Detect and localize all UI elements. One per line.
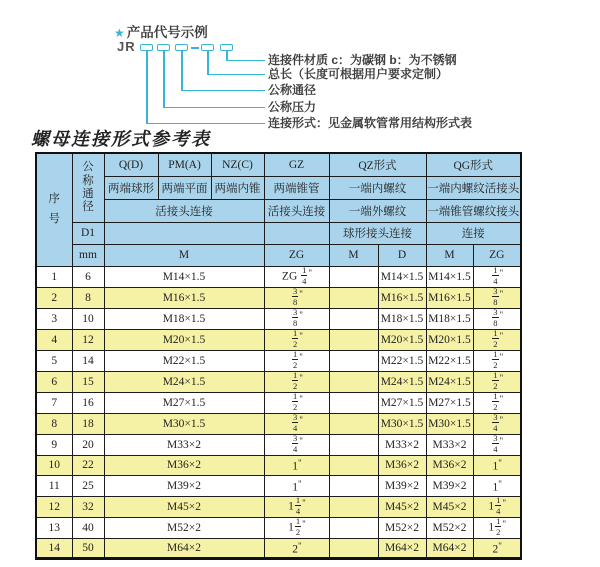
cell-mm: 10 — [72, 308, 104, 329]
cell-qz-d: M27×1.5 — [378, 392, 426, 413]
cell-qz-d: M20×1.5 — [378, 329, 426, 350]
cell-gz-zg: $\frac{1}{2}$ " — [264, 329, 329, 350]
table-row — [36, 517, 521, 538]
cell-qz-m — [329, 413, 378, 434]
cell-qz-d: M36×2 — [378, 455, 426, 476]
cell-m-thread: M30×1.5 — [104, 413, 264, 434]
cell-mm: 8 — [72, 287, 104, 308]
cell-m-thread: M52×2 — [104, 517, 264, 538]
table-row — [36, 308, 521, 329]
cell-qg-m: M16×1.5 — [426, 287, 473, 308]
fraction: $\frac{1}{2}$ — [493, 350, 498, 370]
fraction: $\frac{1}{4}$ — [295, 496, 301, 517]
cell-qg-zg: $\frac{1}{2}$ " — [473, 350, 521, 371]
header-gz-code: GZ — [264, 153, 329, 176]
table-row — [36, 455, 521, 476]
leader-hline-4 — [207, 74, 265, 76]
cell-m-thread: M33×2 — [104, 434, 264, 455]
code-dash — [191, 47, 199, 49]
header-union-conn-gz: 活接头连接 — [264, 199, 329, 222]
header-qg-row2: 一端内螺纹活接头 — [426, 176, 521, 199]
fraction: $\frac{1}{2}$ — [293, 329, 298, 349]
fraction: $\frac{3}{4}$ — [493, 413, 498, 433]
leader-vline-2 — [163, 51, 165, 108]
cell-qg-m: M33×2 — [426, 434, 473, 455]
header-union-conn-left: 活接头连接 — [104, 199, 264, 222]
code-box-5 — [220, 44, 233, 51]
cell-qz-m — [329, 371, 378, 392]
cell-qg-zg: 1 $\frac{1}{4}$ " — [473, 496, 521, 517]
header-empty-left — [104, 222, 264, 244]
header-pm-type: 两端平面 — [158, 176, 211, 199]
cell-qg-zg: 1 $\frac{1}{2}$ " — [473, 517, 521, 538]
table-row — [36, 371, 521, 392]
cell-serial: 13 — [36, 517, 72, 538]
cell-qg-zg: 1" — [473, 476, 521, 497]
table-row — [36, 496, 521, 517]
cell-qg-zg: $\frac{1}{2}$ " — [473, 392, 521, 413]
cell-qg-m: M24×1.5 — [426, 371, 473, 392]
cell-mm: 25 — [72, 476, 104, 497]
fraction: $\frac{3}{8}$ — [493, 308, 498, 328]
header-gz-type: 两端锥管 — [264, 176, 329, 199]
cell-mm: 32 — [72, 496, 104, 517]
cell-serial: 14 — [36, 538, 72, 559]
leader-vline-1 — [146, 51, 148, 124]
cell-qg-m: M20×1.5 — [426, 329, 473, 350]
cell-qg-m: M36×2 — [426, 455, 473, 476]
cell-serial: 9 — [36, 434, 72, 455]
fraction: $\frac{1}{2}$ — [496, 517, 501, 538]
cell-m-thread: M20×1.5 — [104, 329, 264, 350]
header-pm-code: PM(A) — [158, 153, 211, 176]
cell-qz-m — [329, 308, 378, 329]
cell-serial: 1 — [36, 266, 72, 287]
cell-m-thread: M14×1.5 — [104, 266, 264, 287]
table-row — [36, 392, 521, 413]
cell-qg-zg: $\frac{3}{4}$ " — [473, 434, 521, 455]
cell-m-thread: M36×2 — [104, 455, 264, 476]
cell-m-thread: M27×1.5 — [104, 392, 264, 413]
cell-qz-d: M39×2 — [378, 476, 426, 497]
cell-mm: 14 — [72, 350, 104, 371]
label-nominal-pressure: 公称压力 — [268, 100, 317, 114]
cell-gz-zg: $\frac{1}{2}$ " — [264, 371, 329, 392]
cell-qg-m: M30×1.5 — [426, 413, 473, 434]
cell-qg-m: M14×1.5 — [426, 266, 473, 287]
star-icon: ★ — [114, 26, 125, 40]
fraction: $\frac{1}{4}$ — [302, 266, 307, 286]
cell-gz-zg: $\frac{1}{2}$ " — [264, 392, 329, 413]
cell-gz-zg: $\frac{3}{4}$ " — [264, 434, 329, 455]
cell-qz-m — [329, 455, 378, 476]
table-row — [36, 287, 521, 308]
leader-vline-3 — [181, 51, 183, 91]
code-box-2 — [157, 44, 170, 51]
cell-m-thread: M45×2 — [104, 496, 264, 517]
cell-serial: 8 — [36, 413, 72, 434]
header-qg-row3: 一端锥管螺纹接头 — [426, 199, 521, 222]
header-qg-row4: 连接 — [426, 222, 521, 244]
fraction: $\frac{3}{8}$ — [293, 287, 298, 307]
cell-qg-m: M39×2 — [426, 476, 473, 497]
fraction: $\frac{1}{2}$ — [293, 371, 298, 391]
table-title: 螺母连接形式参考表 — [31, 129, 211, 150]
fraction: $\frac{1}{4}$ — [493, 266, 498, 286]
cell-mm: 50 — [72, 538, 104, 559]
cell-qz-d: M52×2 — [378, 517, 426, 538]
diagram-title — [114, 21, 208, 41]
cell-m-thread: M16×1.5 — [104, 287, 264, 308]
label-material: 连接件材质 c：为碳钢 b：为不锈钢 — [268, 53, 457, 67]
leader-hline-3 — [181, 90, 265, 92]
cell-qz-d: M30×1.5 — [378, 413, 426, 434]
header-empty-gz — [264, 222, 329, 244]
cell-qg-zg: 1" — [473, 455, 521, 476]
cell-qz-m — [329, 350, 378, 371]
cell-gz-zg: 1 $\frac{1}{2}$ " — [264, 517, 329, 538]
cell-qg-m: M45×2 — [426, 496, 473, 517]
cell-gz-zg: 2" — [264, 538, 329, 559]
cell-qz-m — [329, 266, 378, 287]
header-qz-sub-m: M — [329, 244, 378, 266]
header-qz-sub-d: D — [378, 244, 426, 266]
cell-qz-m — [329, 287, 378, 308]
cell-gz-zg: $\frac{3}{8}$ " — [264, 308, 329, 329]
leader-hline-5 — [226, 60, 265, 62]
cell-qg-zg: $\frac{3}{8}$ " — [473, 308, 521, 329]
cell-qg-zg: $\frac{1}{2}$ " — [473, 329, 521, 350]
header-qz-code: QZ形式 — [329, 153, 426, 176]
cell-serial: 7 — [36, 392, 72, 413]
fraction: $\frac{3}{4}$ — [293, 434, 298, 454]
cell-qg-zg: 2" — [473, 538, 521, 559]
cell-serial: 10 — [36, 455, 72, 476]
cell-serial: 4 — [36, 329, 72, 350]
leader-vline-4 — [207, 51, 209, 75]
fraction: $\frac{1}{2}$ — [295, 517, 301, 538]
fraction: $\frac{1}{2}$ — [293, 350, 298, 370]
cell-qz-m — [329, 476, 378, 497]
cell-mm: 20 — [72, 434, 104, 455]
cell-qz-m — [329, 538, 378, 559]
fraction: $\frac{1}{2}$ — [493, 371, 498, 391]
cell-m-thread: M24×1.5 — [104, 371, 264, 392]
fraction: $\frac{3}{8}$ — [493, 287, 498, 307]
cell-mm: 15 — [72, 371, 104, 392]
leader-hline-2 — [163, 107, 265, 109]
cell-serial: 12 — [36, 496, 72, 517]
header-m: M — [104, 244, 264, 266]
header-q-code: Q(D) — [104, 153, 158, 176]
code-box-4 — [201, 44, 214, 51]
table-row — [36, 538, 521, 559]
cell-qz-m — [329, 496, 378, 517]
cell-serial: 2 — [36, 287, 72, 308]
label-connection-form: 连接形式：见金属软管常用结构形式表 — [268, 116, 473, 130]
leader-hline-1 — [146, 123, 265, 125]
header-qg-sub-zg: ZG — [473, 244, 521, 266]
cell-serial: 5 — [36, 350, 72, 371]
cell-qg-m: M52×2 — [426, 517, 473, 538]
header-qz-row2: 一端内螺纹 — [329, 176, 426, 199]
cell-qg-m: M64×2 — [426, 538, 473, 559]
cell-qz-m — [329, 392, 378, 413]
fraction: $\frac{3}{4}$ — [493, 434, 498, 454]
cell-m-thread: M39×2 — [104, 476, 264, 497]
cell-qz-d: M45×2 — [378, 496, 426, 517]
header-qg-sub-m: M — [426, 244, 473, 266]
cell-mm: 40 — [72, 517, 104, 538]
nut-connection-table — [35, 152, 522, 560]
diagram-title-text: 产品代号示例 — [126, 25, 208, 40]
header-qz-row4: 球形接头连接 — [329, 222, 426, 244]
cell-mm: 18 — [72, 413, 104, 434]
fraction: $\frac{1}{4}$ — [496, 496, 501, 517]
header-nz-type: 两端内锥 — [211, 176, 264, 199]
cell-mm: 16 — [72, 392, 104, 413]
fraction: $\frac{3}{4}$ — [293, 413, 298, 433]
cell-m-thread: M22×1.5 — [104, 350, 264, 371]
cell-qg-m: M22×1.5 — [426, 350, 473, 371]
cell-qg-zg: $\frac{3}{8}$ " — [473, 287, 521, 308]
label-nominal-diameter: 公称通径 — [268, 83, 317, 97]
cell-qz-m — [329, 517, 378, 538]
table-body — [36, 266, 521, 559]
cell-m-thread: M18×1.5 — [104, 308, 264, 329]
table-row — [36, 350, 521, 371]
cell-gz-zg: 1 $\frac{1}{4}$ " — [264, 496, 329, 517]
cell-gz-zg: $\frac{3}{4}$ " — [264, 413, 329, 434]
header-nz-code: NZ(C) — [211, 153, 264, 176]
cell-qg-zg: $\frac{1}{4}$ " — [473, 266, 521, 287]
cell-gz-zg: 1" — [264, 455, 329, 476]
cell-qz-m — [329, 434, 378, 455]
header-diameter: 公 称 通 径 — [72, 153, 104, 222]
cell-mm: 22 — [72, 455, 104, 476]
header-serial: 序 号 — [36, 153, 72, 266]
fraction: $\frac{1}{2}$ — [493, 329, 498, 349]
cell-qg-m: M18×1.5 — [426, 308, 473, 329]
header-mm: mm — [72, 244, 104, 266]
cell-mm: 6 — [72, 266, 104, 287]
header-d1: D1 — [72, 222, 104, 244]
code-box-3 — [175, 44, 188, 51]
code-box-1 — [140, 44, 153, 51]
fraction: $\frac{1}{2}$ — [293, 392, 298, 412]
cell-qg-zg: $\frac{1}{2}$ " — [473, 371, 521, 392]
fraction: $\frac{1}{2}$ — [493, 392, 498, 412]
cell-gz-zg: ZG $\frac{1}{4}$ " — [264, 266, 329, 287]
cell-qz-m — [329, 329, 378, 350]
header-zg: ZG — [264, 244, 329, 266]
cell-qz-d: M16×1.5 — [378, 287, 426, 308]
cell-qz-d: M64×2 — [378, 538, 426, 559]
table-row — [36, 476, 521, 497]
cell-qz-d: M24×1.5 — [378, 371, 426, 392]
cell-serial: 11 — [36, 476, 72, 497]
cell-serial: 3 — [36, 308, 72, 329]
cell-gz-zg: $\frac{3}{8}$ " — [264, 287, 329, 308]
cell-mm: 12 — [72, 329, 104, 350]
cell-gz-zg: $\frac{1}{2}$ " — [264, 350, 329, 371]
cell-qz-d: M18×1.5 — [378, 308, 426, 329]
table-row — [36, 329, 521, 350]
cell-qz-d: M14×1.5 — [378, 266, 426, 287]
fraction: $\frac{3}{8}$ — [293, 308, 298, 328]
header-qg-code: QG形式 — [426, 153, 521, 176]
cell-m-thread: M64×2 — [104, 538, 264, 559]
cell-qz-d: M33×2 — [378, 434, 426, 455]
cell-qg-m: M27×1.5 — [426, 392, 473, 413]
cell-serial: 6 — [36, 371, 72, 392]
cell-qg-zg: $\frac{3}{4}$ " — [473, 413, 521, 434]
table-row — [36, 266, 521, 287]
code-prefix: JR — [117, 39, 136, 54]
cell-qz-d: M22×1.5 — [378, 350, 426, 371]
table-row — [36, 434, 521, 455]
label-total-length: 总长（长度可根据用户要求定制） — [268, 67, 449, 81]
header-q-type: 两端球形 — [104, 176, 158, 199]
table-row — [36, 413, 521, 434]
cell-gz-zg: 1" — [264, 476, 329, 497]
header-qz-row3: 一端外螺纹 — [329, 199, 426, 222]
